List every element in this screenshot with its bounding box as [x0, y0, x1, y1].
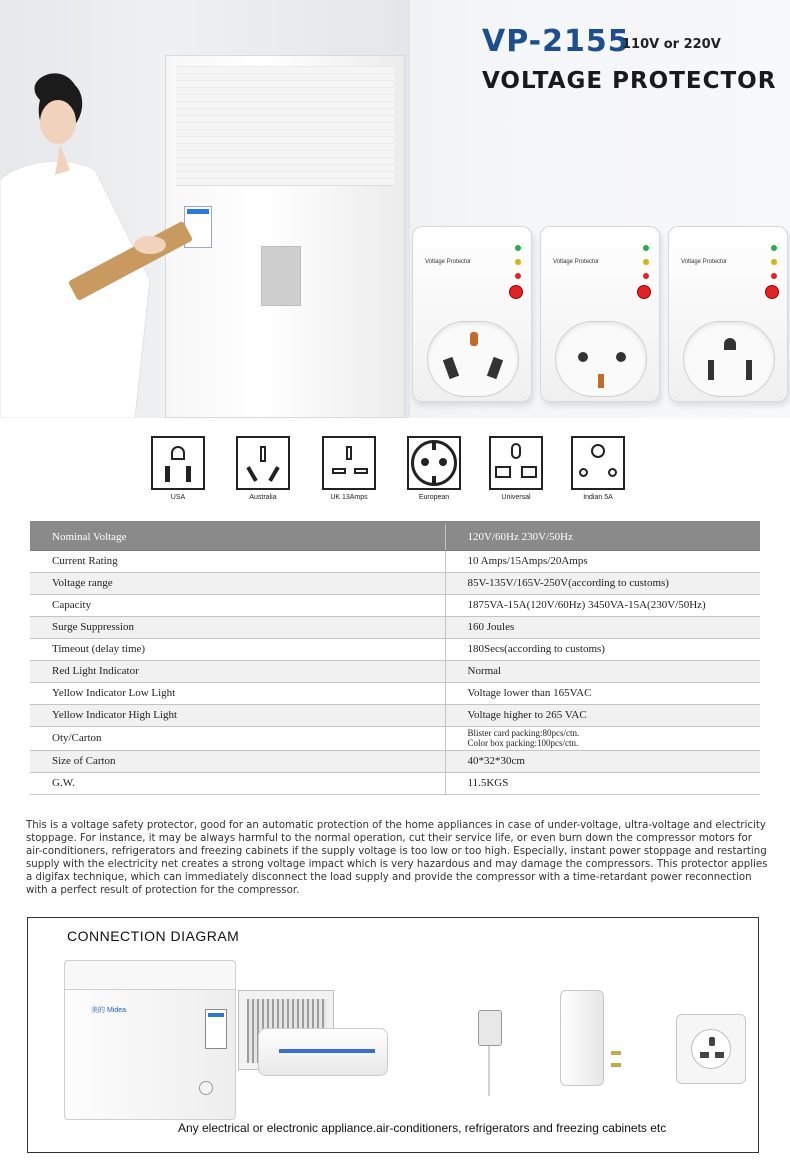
ac-indoor-unit-image — [258, 1028, 388, 1076]
energy-label-image — [205, 1009, 227, 1049]
socket-caption-european: European — [418, 494, 450, 501]
spec-value: 11.5KGS — [445, 772, 760, 794]
spec-value: Voltage higher to 265 VAC — [445, 704, 760, 726]
green-indicator-icon — [771, 245, 777, 251]
spec-value: 40*32*30cm — [445, 750, 760, 772]
spec-label: Timeout (delay time) — [30, 638, 445, 660]
voltage-label: 110V or 220V — [622, 37, 721, 52]
table-row — [30, 772, 760, 794]
european-socket-icon — [407, 436, 461, 490]
european-socket-face — [555, 321, 647, 397]
spec-value: 85V-135V/165V-250V(according to customs) — [445, 572, 760, 594]
universal-socket-face — [427, 321, 519, 397]
spec-value: 10 Amps/15Amps/20Amps — [445, 550, 760, 572]
indian-socket-icon — [571, 436, 625, 490]
spec-label: Capacity — [30, 594, 445, 616]
appliance-plug-image — [478, 1010, 502, 1046]
specification-table — [30, 524, 760, 795]
protector-universal-image: Voltage Protector — [412, 226, 532, 402]
spec-label: Surge Suppression — [30, 616, 445, 638]
table-row — [30, 616, 760, 638]
connection-caption: Any electrical or electronic appliance.air-conditioners, refrigerators and freezing cabinets etc — [178, 1121, 667, 1135]
table-row — [30, 594, 760, 616]
socket-caption-australia: Australia — [249, 494, 277, 501]
socket-caption-usa: USA — [170, 494, 186, 501]
product-description: This is a voltage safety protector, good for an automatic protection of the home appliances in case of under-voltage, ultra-voltage and electricity stoppage. For instance, it may be always harmful to the normal operation, cut their service life, or even burn down the compressor motors for air-conditioners, refrigerators and freezing cabinets if the supply voltage is too low or too high. Especially, instant power stoppage and restarting supply with the electricity net creates a strong voltage impact which is very hazardous and may damage the compressors. This protector applies a digifax technique, which can immediately disconnect the load supply and provide the compressor with a time-retardant power reconnection with a perfect result of protection for the compressor. — [26, 820, 768, 896]
table-row — [30, 682, 760, 704]
green-indicator-icon — [515, 245, 521, 251]
red-indicator-icon — [515, 273, 521, 279]
socket-caption-universal: Universal — [501, 494, 531, 501]
connection-diagram — [27, 917, 759, 1153]
usa-socket-icon — [151, 436, 205, 490]
table-row — [30, 704, 760, 726]
table-row — [30, 750, 760, 772]
protector-european-image: Voltage Protector — [540, 226, 660, 402]
freezer-knob-icon — [199, 1081, 213, 1095]
yellow-indicator-icon — [643, 259, 649, 265]
spec-label: G.W. — [30, 772, 445, 794]
start-button-icon — [637, 285, 651, 299]
table-row — [30, 660, 760, 682]
universal-socket-icon — [489, 436, 543, 490]
spec-value: Blister card packing:80pcs/ctn. Color box packing:100pcs/ctn. — [445, 726, 760, 750]
start-button-icon — [765, 285, 779, 299]
product-title: VOLTAGE PROTECTOR — [482, 68, 777, 94]
spec-label: Red Light Indicator — [30, 660, 445, 682]
table-row — [30, 726, 760, 750]
spec-value: Voltage lower than 165VAC — [445, 682, 760, 704]
uk-socket-icon — [322, 436, 376, 490]
spec-label: Current Rating — [30, 550, 445, 572]
table-row — [30, 572, 760, 594]
spec-label: Nominal Voltage — [30, 524, 445, 550]
model-title: VP-2155 — [482, 24, 630, 59]
socket-caption-uk: UK 13Amps — [330, 494, 368, 501]
spec-value: 180Secs(according to customs) — [445, 638, 760, 660]
power-cable-image — [488, 1046, 490, 1096]
yellow-indicator-icon — [771, 259, 777, 265]
spec-label: Size of Carton — [30, 750, 445, 772]
usa-socket-face — [683, 321, 775, 397]
wall-socket-image — [676, 1014, 746, 1084]
universal-socket-icon — [692, 1030, 732, 1070]
spec-value: 120V/60Hz 230V/50Hz — [445, 524, 760, 550]
spec-label: Yellow Indicator High Light — [30, 704, 445, 726]
spec-value: 1875VA-15A(120V/60Hz) 3450VA-15A(230V/50Hz) — [445, 594, 760, 616]
spec-label: Yellow Indicator Low Light — [30, 682, 445, 704]
spec-label: Voltage range — [30, 572, 445, 594]
protector-usa-image: Voltage Protector — [668, 226, 788, 402]
yellow-indicator-icon — [515, 259, 521, 265]
air-conditioner-image — [165, 55, 405, 418]
spec-value: 160 Joules — [445, 616, 760, 638]
red-indicator-icon — [643, 273, 649, 279]
ac-control-panel-image — [261, 246, 301, 306]
red-indicator-icon — [771, 273, 777, 279]
table-row — [30, 638, 760, 660]
freezer-brand-label: 美的 Midea — [91, 1007, 127, 1014]
australia-socket-icon — [236, 436, 290, 490]
start-button-icon — [509, 285, 523, 299]
woman-with-clipboard-image — [0, 60, 200, 418]
connection-diagram-title: CONNECTION DIAGRAM — [67, 928, 240, 944]
voltage-protector-side-image — [560, 990, 604, 1086]
socket-caption-indian: Indian 5A — [583, 494, 613, 501]
chest-freezer-image — [64, 960, 236, 1120]
table-row — [30, 550, 760, 572]
spec-value: Normal — [445, 660, 760, 682]
spec-label: Oty/Carton — [30, 726, 445, 750]
table-row — [30, 524, 760, 550]
green-indicator-icon — [643, 245, 649, 251]
hero-banner — [0, 0, 790, 418]
